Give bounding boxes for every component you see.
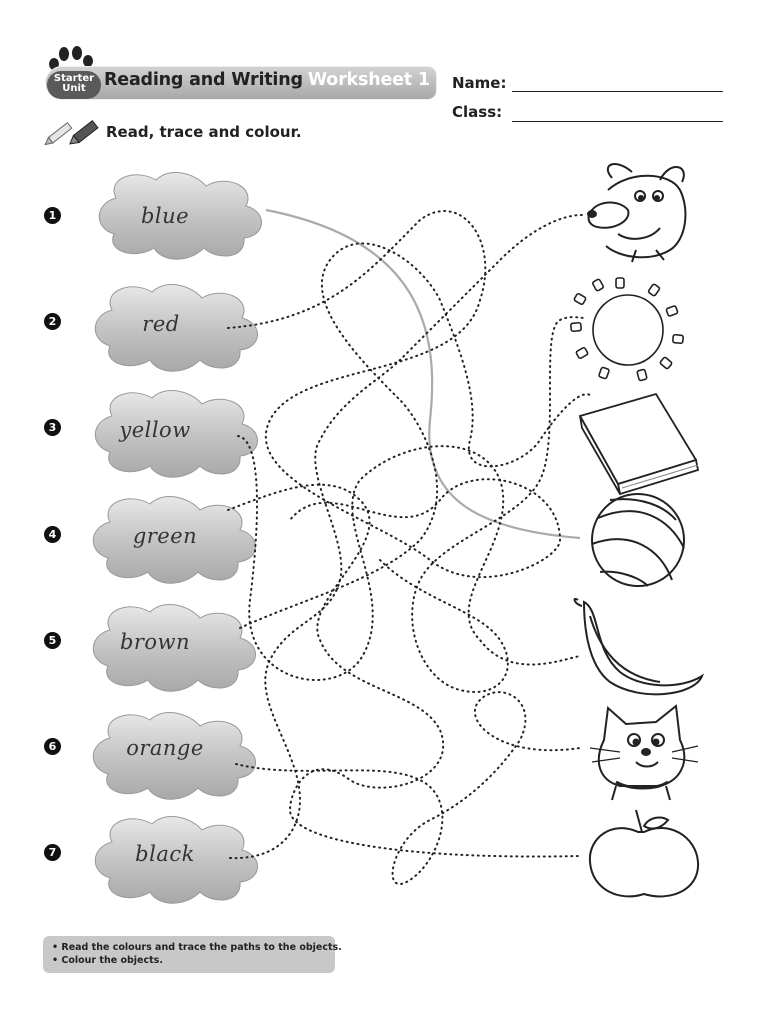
badge-line2: Unit xyxy=(62,83,86,94)
word-orange: orange xyxy=(126,736,204,760)
cat-picture xyxy=(590,706,698,800)
title-sub: Worksheet 1 xyxy=(307,70,430,90)
word-blue: blue xyxy=(140,204,190,228)
item-number-6: 6 xyxy=(44,738,61,755)
dog-picture xyxy=(588,164,685,262)
class-label: Class: xyxy=(452,103,503,121)
dotted-path-orange[interactable] xyxy=(236,692,580,884)
traced-path-blue xyxy=(266,210,580,538)
word-green: green xyxy=(132,524,198,548)
word-black: black xyxy=(135,842,195,866)
footer-line-2: • Colour the objects. xyxy=(52,955,163,966)
item-number-2: 2 xyxy=(44,313,61,330)
ball-picture xyxy=(592,494,684,586)
item-number-5: 5 xyxy=(44,632,61,649)
word-red: red xyxy=(142,312,180,336)
banana-picture xyxy=(575,599,702,694)
item-number-1: 1 xyxy=(44,207,61,224)
name-label: Name: xyxy=(452,74,507,92)
dotted-path-yellow[interactable] xyxy=(238,436,580,680)
item-number-3: 3 xyxy=(44,419,61,436)
word-yellow: yellow xyxy=(119,418,191,442)
item-number-4: 4 xyxy=(44,526,61,543)
word-brown: brown xyxy=(119,630,191,654)
badge-line1: Starter xyxy=(53,73,95,84)
instruction-text: Read, trace and colour. xyxy=(106,123,302,141)
dotted-path-black[interactable] xyxy=(230,215,582,858)
title-main: Reading and Writing xyxy=(104,70,303,90)
footer-line-1: • Read the colours and trace the paths to the objects. xyxy=(52,942,342,953)
apple-picture xyxy=(590,810,698,896)
item-number-7: 7 xyxy=(44,844,61,861)
sun-picture xyxy=(571,278,684,381)
book-picture xyxy=(580,394,698,494)
dotted-path-extra xyxy=(380,317,584,692)
